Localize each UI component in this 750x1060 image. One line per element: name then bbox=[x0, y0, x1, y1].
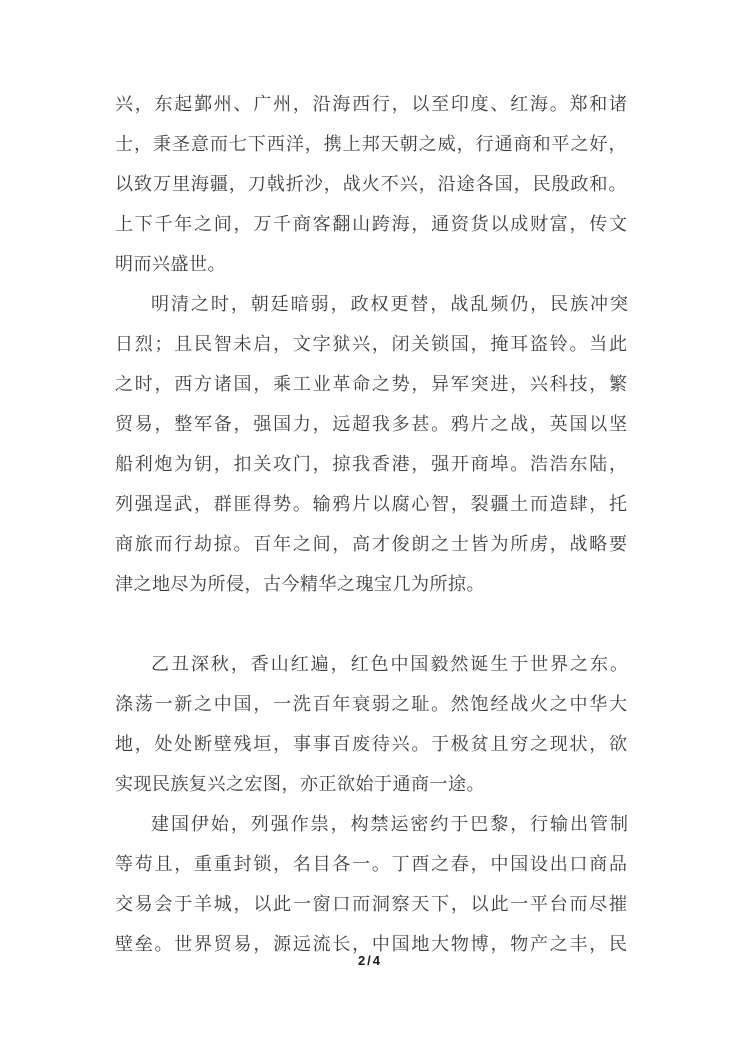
text-line: 日烈；且民智未启，文字狱兴，闭关锁国，掩耳盗铃。当此 bbox=[115, 334, 629, 354]
text-line: 建国伊始，列强作祟，构禁运密约于巴黎，行输出管制 bbox=[151, 814, 630, 834]
text-line: 以致万里海疆，刀戟折沙，战火不兴，沿途各国，民殷政和。 bbox=[115, 174, 628, 194]
text-line: 士，秉圣意而七下西洋，携上邦天朝之威，行通商和平之好， bbox=[115, 134, 628, 154]
paragraph-gap bbox=[115, 604, 640, 644]
text-line: 津之地尽为所侵，古今精华之瑰宝几为所掠。 bbox=[115, 574, 485, 594]
text-line: 列强逞武，群匪得势。输鸦片以腐心智，裂疆土而造肆，托 bbox=[115, 494, 629, 514]
text-line: 等苟且，重重封锁，名目各一。丁酉之春，中国设出口商品 bbox=[115, 854, 629, 874]
document-body bbox=[115, 84, 640, 964]
text-line: 明清之时，朝廷暗弱，政权更替，战乱频仍，民族冲突 bbox=[151, 294, 630, 314]
text-line: 明而兴盛世。 bbox=[115, 254, 226, 274]
text-line: 之时，西方诸国，乘工业革命之势，异军突进，兴科技，繁 bbox=[115, 374, 629, 394]
text-line: 涤荡一新之中国，一洗百年衰弱之耻。然饱经战火之中华大 bbox=[115, 694, 629, 714]
paragraph bbox=[115, 84, 640, 284]
text-line: 兴，东起鄞州、广州，沿海西行，以至印度、红海。郑和诸 bbox=[115, 94, 629, 114]
text-line: 乙丑深秋，香山红遍，红色中国毅然诞生于世界之东。 bbox=[151, 654, 630, 674]
text-line: 商旅而行劫掠。百年之间，高才俊朗之士皆为所虏，战略要 bbox=[115, 534, 629, 554]
text-line: 贸易，整军备，强国力，远超我多甚。鸦片之战，英国以坚 bbox=[115, 414, 629, 434]
page-number: 2/4 bbox=[357, 953, 383, 968]
paragraph bbox=[115, 644, 640, 804]
text-line: 实现民族复兴之宏图，亦正欲始于通商一途。 bbox=[115, 774, 485, 794]
paragraph bbox=[115, 804, 640, 964]
text-line: 上下千年之间，万千商客翻山跨海，通资货以成财富，传文 bbox=[115, 214, 629, 234]
paragraph bbox=[115, 284, 640, 604]
text-line: 壁垒。世界贸易，源远流长，中国地大物博，物产之丰，民 bbox=[115, 934, 629, 954]
text-line: 交易会于羊城，以此一窗口而洞察天下，以此一平台而尽摧 bbox=[115, 894, 629, 914]
text-line: 船利炮为钥，扣关攻门，掠我香港，强开商埠。浩浩东陆， bbox=[115, 454, 629, 474]
text-line: 地，处处断壁残垣，事事百废待兴。于极贫且穷之现状，欲 bbox=[115, 734, 629, 754]
